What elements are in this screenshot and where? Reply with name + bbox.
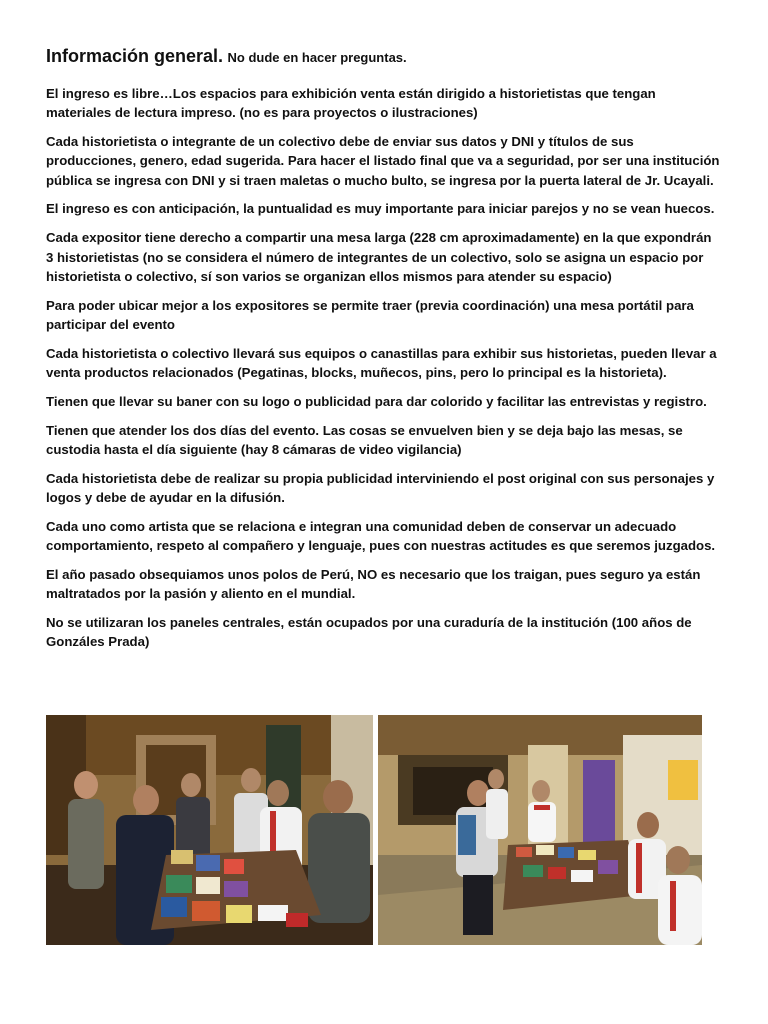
paragraph-behavior: Cada uno como artista que se relaciona e integran una comunidad deben de conservar un adecuado comportamiento, respeto al compañero y lenguaje, pues con nuestras actitudes es que seremos juzgados. (46, 518, 716, 554)
page-subtitle: No dude en hacer preguntas. (227, 50, 407, 65)
photo-row (46, 715, 702, 945)
paragraph-registration: Cada historietista o integrante de un colectivo debe de enviar sus datos y DNI y títulos de sus producciones, genero, edad sugerida. Para hacer el listado final que va a seguridad, por ser una institución pública se ingresa con DNI y si traen maletas o mucho bulto, se ingresa por la puerta lateral de Jr. Ucayali. (46, 134, 720, 188)
paragraph-shirts: El año pasado obsequiamos unos polos de Perú, NO es necesario que los traigan, pues seguro ya están maltratados por la pasión y aliento en el mundial. (46, 566, 701, 602)
paragraph-portable-table: Para poder ubicar mejor a los expositores se permite traer (previa coordinación) una mesa portátil para participar del evento (46, 297, 694, 332)
document-body (46, 44, 722, 661)
page-title: Información general. (46, 46, 224, 66)
paragraph-attendance: Tienen que atender los dos días del evento. Las cosas se envuelven bien y se deja bajo las mesas, se custodia hasta el día siguiente (hay 8 cámaras de video vigilancia) (46, 422, 683, 457)
paragraph-punctuality: El ingreso es con anticipación, la puntualidad es muy importante para iniciar parejos y no se vean huecos. (46, 201, 715, 217)
photo-comic-table-left (46, 715, 373, 945)
paragraph-central-panels: No se utilizaran los paneles centrales, están ocupados por una curaduría de la institución (100 años de Gonzáles Prada) (46, 615, 692, 650)
photo-exhibition-hall-right (378, 715, 702, 945)
paragraph-table-sharing: Cada expositor tiene derecho a compartir una mesa larga (228 cm aproximadamente) en la que expondrán 3 historietistas (no se considera el número de integrantes de un colectivo, solo se asigna un espacio por historietista o colectivo, sí son varios se organizan ellos mismos para atender su espacio) (46, 230, 712, 284)
paragraph-entry: El ingreso es libre…Los espacios para exhibición venta están dirigido a historietistas que tengan materiales de lectura impreso. (no es para proyectos o ilustraciones) (46, 86, 656, 121)
heading (46, 44, 722, 70)
paragraph-equipment: Cada historietista o colectivo llevará sus equipos o canastillas para exhibir sus historietas, pueden llevar a venta productos relacionados (Pegatinas, blocks, muñecos, pins, pero lo principal es la historieta). (46, 345, 717, 381)
paragraph-publicity: Cada historietista debe de realizar su propia publicidad interviniendo el post original con sus personajes y logos y debe de ayudar en la difusión. (46, 470, 715, 506)
paragraph-banner: Tienen que llevar su baner con su logo o publicidad para dar colorido y facilitar las entrevistas y registro. (46, 393, 707, 409)
